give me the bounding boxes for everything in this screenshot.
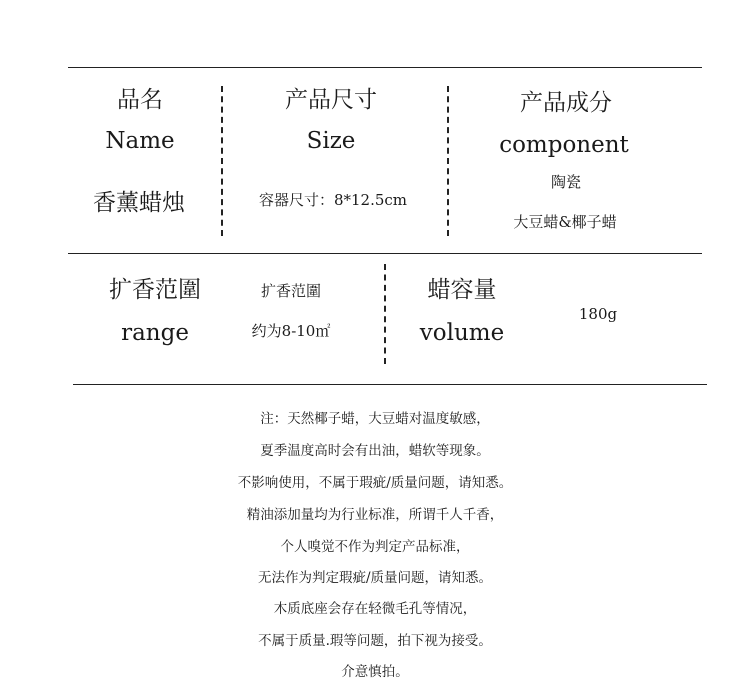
note-line: 夏季温度高时会有出油，蜡软等现象。 (260, 443, 490, 459)
note-line: 不影响使用，不属于瑕疵/质量问题，请知悉。 (237, 475, 513, 491)
range-label-cn: 扩香范圍 (109, 277, 201, 303)
component-label-cn: 产品成分 (520, 90, 612, 116)
divider-name-size (221, 86, 223, 236)
component-value-2: 大豆蜡&椰子蜡 (513, 213, 617, 231)
volume-label-en: volume (419, 320, 505, 346)
note-line: 不属于质量.瑕等问题，拍下视为接受。 (258, 633, 492, 649)
table-top-rule (68, 67, 702, 68)
range-label-en: range (121, 320, 189, 346)
divider-size-component (447, 86, 449, 236)
range-value-2: 约为8-10㎡ (251, 322, 331, 340)
component-value-1: 陶瓷 (550, 173, 582, 191)
name-label-en: Name (105, 128, 175, 154)
size-label-cn: 产品尺寸 (285, 87, 377, 113)
size-label-en: Size (306, 128, 356, 154)
name-value: 香薰蜡烛 (93, 190, 185, 216)
component-label-en: component (499, 132, 629, 158)
note-line: 无法作为判定瑕疵/质量问题，请知悉。 (257, 570, 493, 586)
table-middle-rule (68, 253, 702, 254)
table-bottom-rule (73, 384, 707, 385)
note-line: 注：天然椰子蜡，大豆蜡对温度敏感， (260, 411, 490, 427)
size-value: 容器尺寸：8*12.5cm (258, 191, 408, 209)
note-line: 个人嗅觉不作为判定产品标准， (280, 539, 470, 555)
volume-value: 180g (578, 305, 618, 323)
note-line: 介意慎拍。 (341, 664, 409, 680)
volume-label-cn: 蜡容量 (427, 277, 497, 303)
divider-range-volume (384, 264, 386, 364)
range-value-1: 扩香范圍 (260, 282, 322, 300)
note-line: 木质底座会存在轻微毛孔等情况， (273, 601, 477, 617)
note-line: 精油添加量均为行业标准，所谓千人千香， (246, 507, 504, 523)
name-label-cn: 品名 (117, 87, 163, 113)
